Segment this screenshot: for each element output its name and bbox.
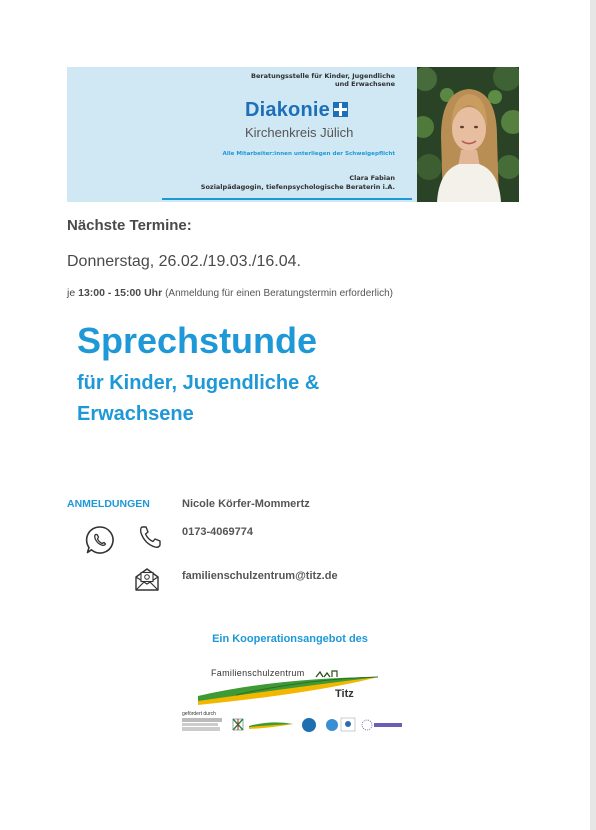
time-range: 13:00 - 15:00 Uhr: [78, 287, 163, 299]
funded-by-label: gefördert durch: [182, 711, 216, 717]
diakonie-logo-text: Diakonie: [245, 99, 330, 121]
diakonie-cross-icon: [333, 102, 348, 117]
contact-name: Nicole Körfer-Mommertz: [182, 498, 310, 510]
ministry-fine-print: [182, 718, 226, 731]
header-banner: [67, 67, 519, 202]
header-info-panel: [67, 67, 417, 202]
registration-note: (Anmeldung für einen Beratungstermin erforderlich): [165, 288, 393, 299]
diakonie-logo: [245, 99, 348, 122]
cooperation-note: Ein Kooperationsangebot des: [212, 633, 368, 645]
whatsapp-icon: [84, 524, 116, 556]
sponsor-logos: [231, 716, 406, 734]
counseling-center-line1: Beratungsstelle für Kinder, Jugendliche: [251, 72, 395, 80]
counselor-photo: [417, 67, 519, 202]
audience-line1: für Kinder, Jugendliche &: [77, 372, 320, 394]
main-title: Sprechstunde: [77, 320, 318, 361]
audience-subtitle: [77, 368, 319, 430]
registration-label: ANMELDUNGEN: [67, 498, 150, 510]
phone-icon: [137, 524, 163, 550]
familienschulzentrum-label: Familienschulzentrum: [211, 668, 305, 678]
page-edge: [590, 0, 596, 830]
consultation-time: [67, 287, 393, 299]
contact-phone[interactable]: 0173-4069774: [182, 526, 253, 538]
next-dates-heading: Nächste Termine:: [67, 217, 192, 234]
counselor-signature: [201, 174, 395, 191]
appointment-dates: Donnerstag, 26.02./19.03./16.04.: [67, 253, 301, 270]
counseling-center-line2: und Erwachsene: [334, 80, 395, 88]
audience-line2: Erwachsene: [77, 403, 194, 425]
counselor-role: Sozialpädagogin, tiefenpsychologische Beraterin i.A.: [200, 182, 395, 191]
counseling-center-label: [251, 72, 395, 88]
confidentiality-note: Alle Mitarbeiter:innen unterliegen der Schweigepflicht: [222, 151, 395, 157]
header-divider: [162, 198, 412, 200]
time-prefix: je: [67, 287, 76, 299]
familienschulzentrum-logo: [196, 663, 386, 708]
counselor-name: Clara Fabian: [349, 174, 395, 182]
contact-email[interactable]: familienschulzentrum@titz.de: [182, 570, 338, 582]
church-district-name: Kirchenkreis Jülich: [245, 125, 354, 140]
titz-label: Titz: [335, 688, 354, 700]
email-envelope-icon: [134, 566, 160, 592]
